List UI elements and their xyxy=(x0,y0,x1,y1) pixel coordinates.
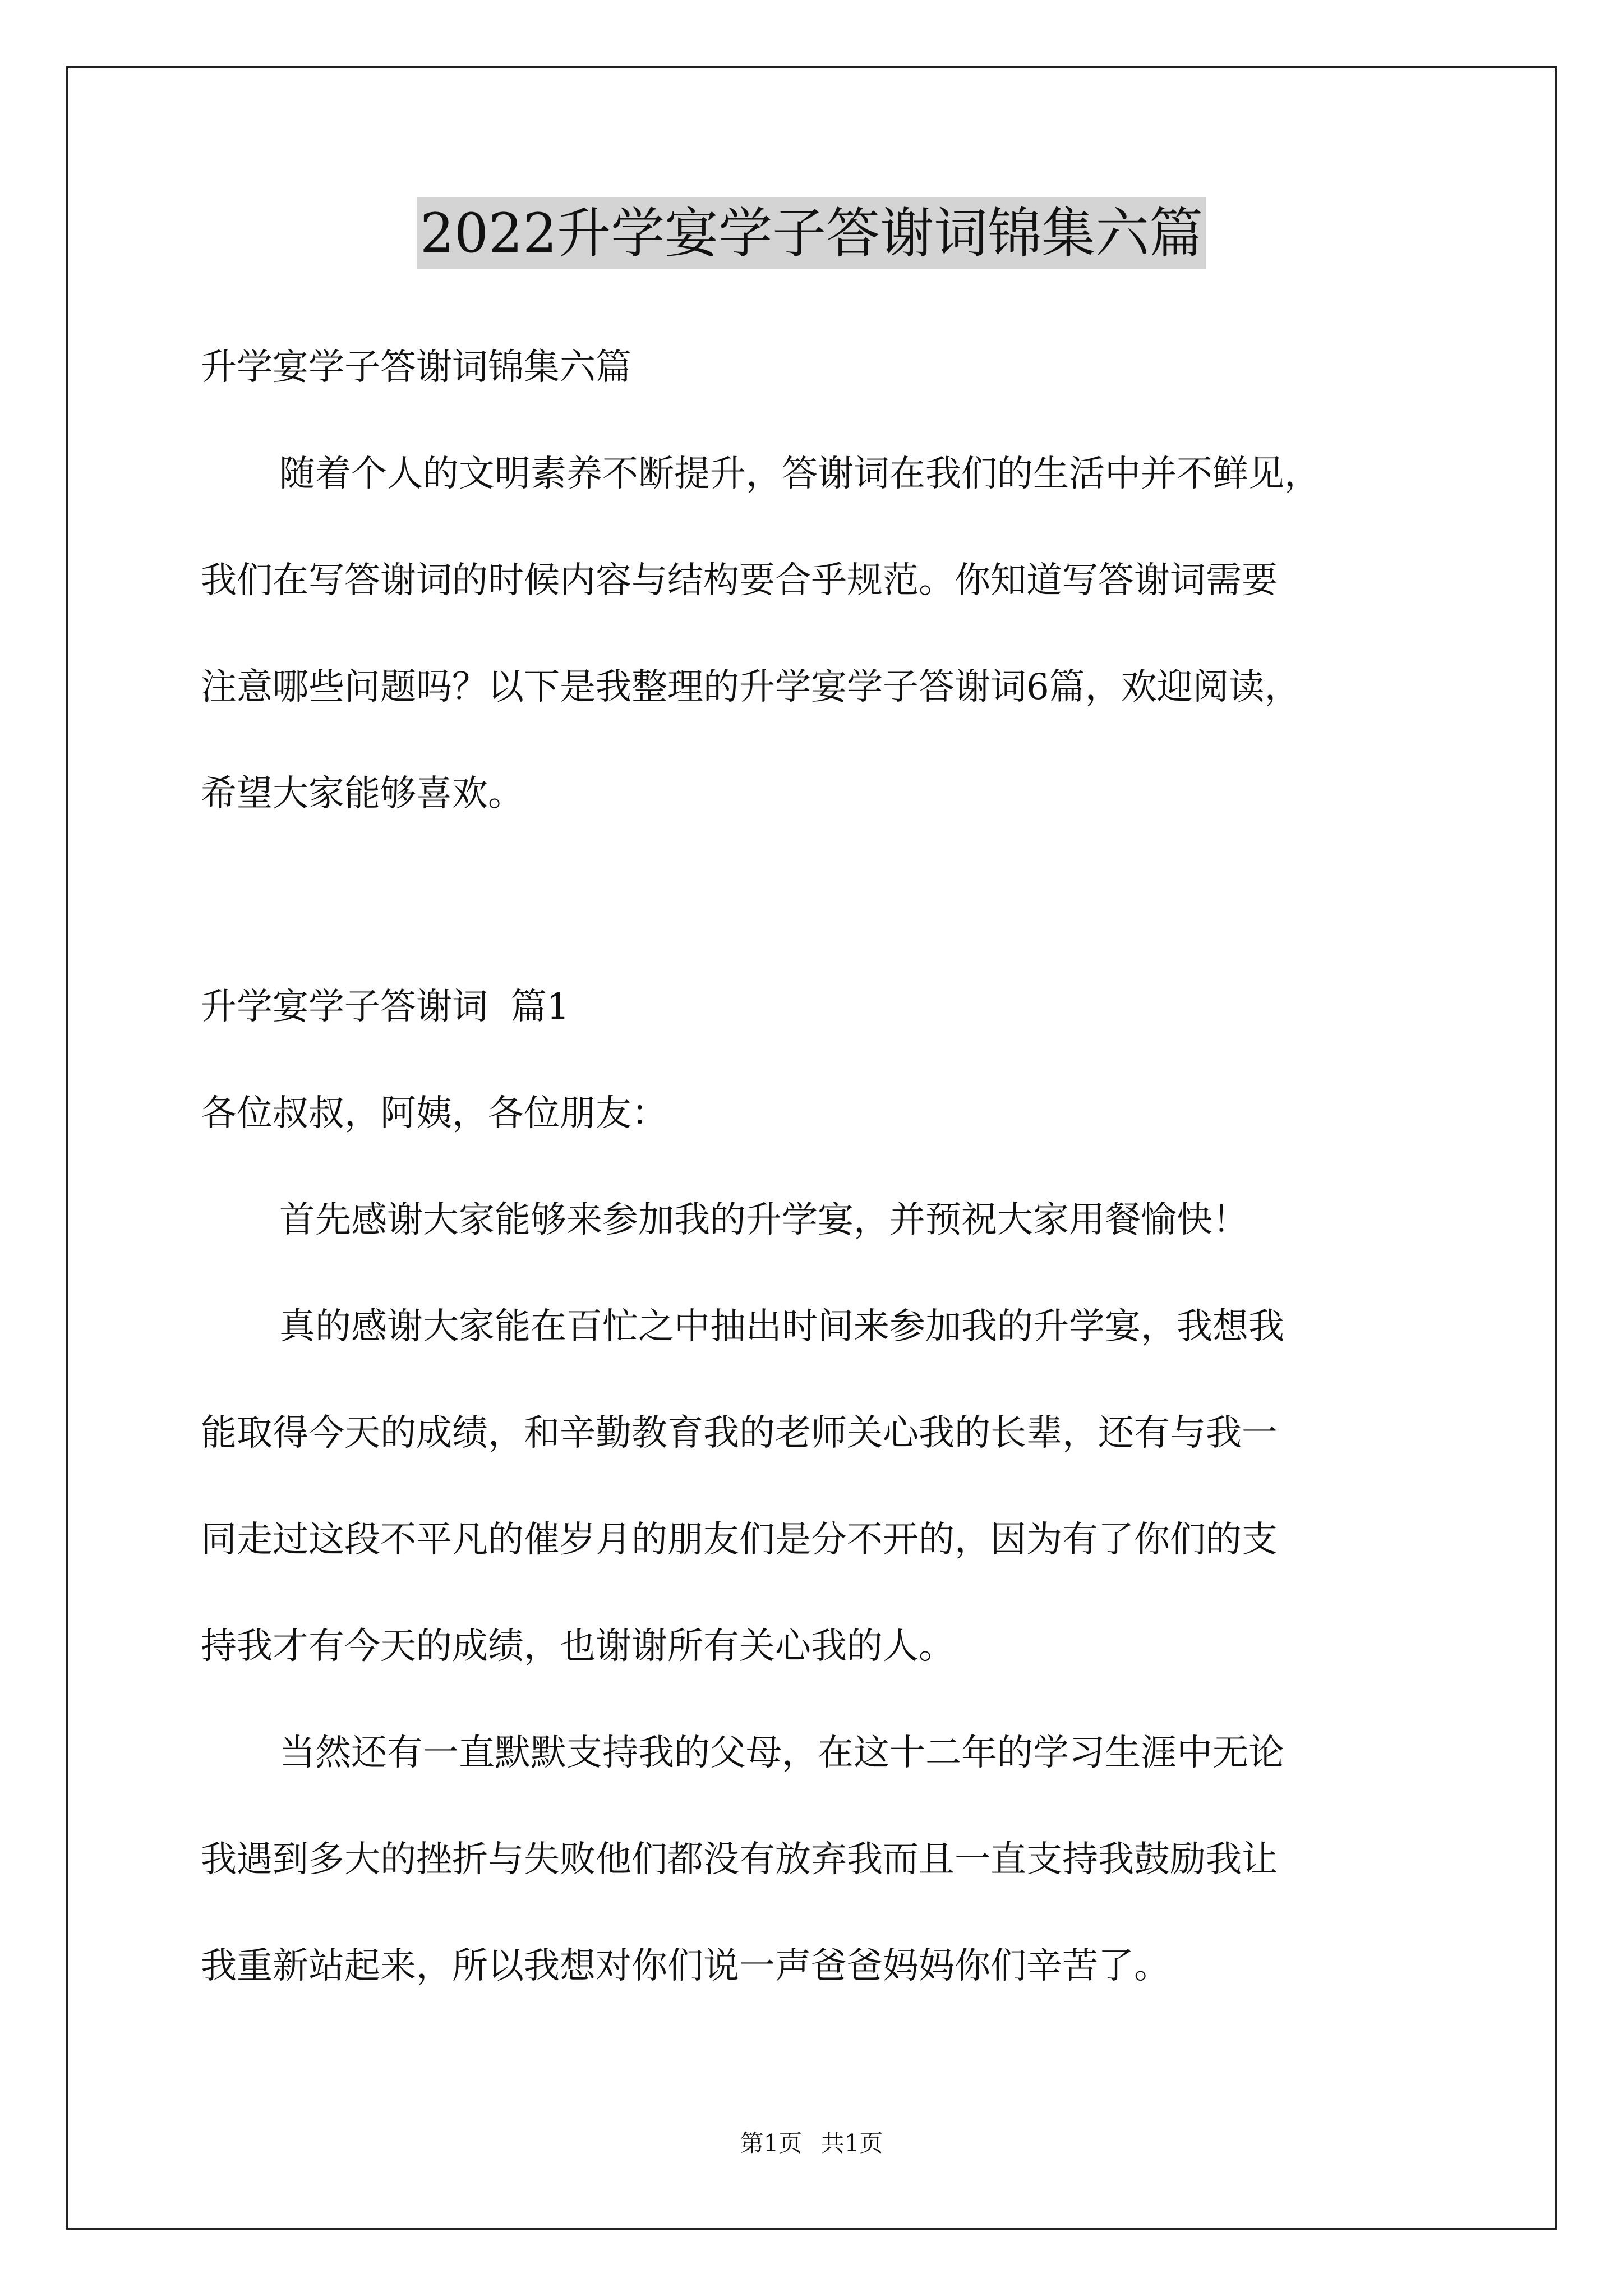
intro-line: 我们在写答谢词的时候内容与结构要合乎规范。你知道写答谢词需要 xyxy=(201,560,1278,601)
intro-line: 注意哪些问题吗？以下是我整理的升学宴学子答谢词6篇，欢迎阅读， xyxy=(201,666,1301,708)
greeting: 各位叔叔，阿姨，各位朋友： xyxy=(201,1093,667,1134)
paragraph-3-line: 当然还有一直默默支持我的父母，在这十二年的学习生涯中无论 xyxy=(279,1732,1284,1774)
intro-line: 随着个人的文明素养不断提升，答谢词在我们的生活中并不鲜见， xyxy=(279,453,1320,495)
page-footer xyxy=(0,2128,1623,2159)
section-heading: 升学宴学子答谢词 篇1 xyxy=(201,986,570,1028)
section-spacer xyxy=(201,847,1468,954)
page-total: 共1页 xyxy=(820,2129,883,2157)
paragraph-3-line: 我遇到多大的挫折与失败他们都没有放弃我而且一直支持我鼓励我让 xyxy=(201,1839,1278,1880)
document-body xyxy=(201,314,1468,2019)
intro-line: 希望大家能够喜欢。 xyxy=(201,773,524,815)
title-container xyxy=(0,197,1623,269)
paragraph-2-line: 能取得今天的成绩，和辛勤教育我的老师关心我的长辈，还有与我一 xyxy=(201,1412,1278,1454)
paragraph-2-line: 持我才有今天的成绩，也谢谢所有关心我的人。 xyxy=(201,1626,955,1667)
paragraph-3-line: 我重新站起来，所以我想对你们说一声爸爸妈妈你们辛苦了。 xyxy=(201,1945,1170,1987)
document-title: 2022升学宴学子答谢词锦集六篇 xyxy=(417,197,1206,269)
paragraph-2-line: 同走过这段不平凡的催岁月的朋友们是分不开的，因为有了你们的支 xyxy=(201,1519,1278,1561)
paragraph-2-line: 真的感谢大家能在百忙之中抽出时间来参加我的升学宴，我想我 xyxy=(279,1306,1284,1347)
page-number: 第1页 xyxy=(740,2129,803,2157)
document-subtitle: 升学宴学子答谢词锦集六篇 xyxy=(201,347,631,388)
paragraph-1: 首先感谢大家能够来参加我的升学宴，并预祝大家用餐愉快！ xyxy=(279,1199,1248,1241)
